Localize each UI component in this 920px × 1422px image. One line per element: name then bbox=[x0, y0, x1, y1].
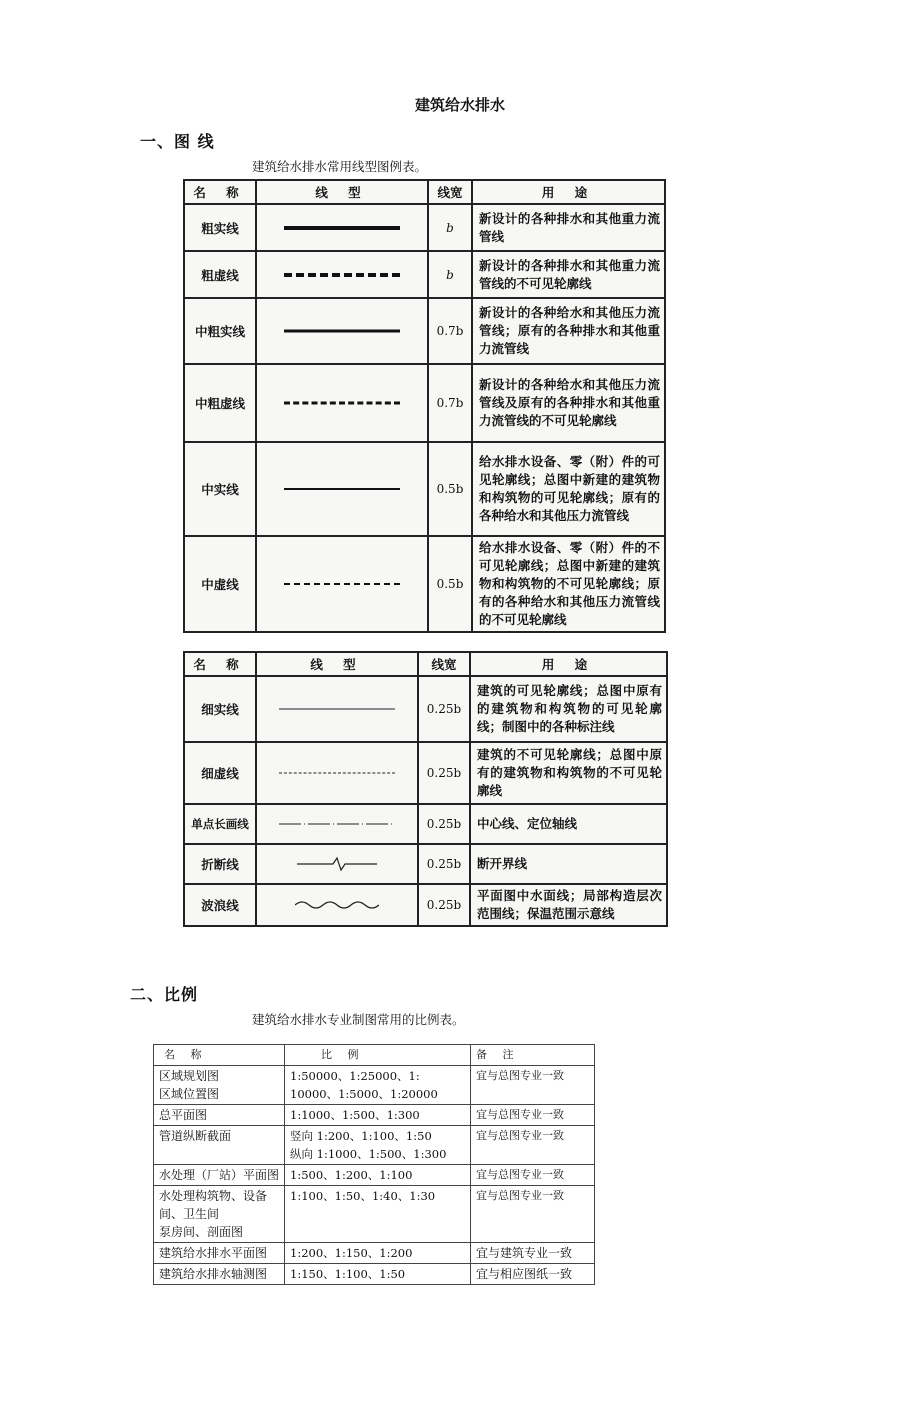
scale-note: 宜与建筑专业一致 bbox=[471, 1243, 595, 1264]
header-style: 线 型 bbox=[256, 180, 428, 204]
medium-solid-line bbox=[284, 488, 400, 490]
line-width: 0.25b bbox=[418, 844, 470, 884]
table-row bbox=[154, 1105, 595, 1126]
line-name: 细虚线 bbox=[184, 742, 256, 804]
line-sample bbox=[256, 298, 428, 364]
table-row bbox=[184, 884, 667, 926]
scale-value: 1:200、1:150、1:200 bbox=[285, 1243, 471, 1264]
table-row bbox=[184, 364, 665, 442]
line-name: 单点长画线 bbox=[184, 804, 256, 844]
break-line-graphic bbox=[297, 856, 377, 872]
table-header-row bbox=[154, 1045, 595, 1066]
scale-value bbox=[285, 1126, 471, 1165]
line-width: 0.25b bbox=[418, 884, 470, 926]
thick-solid-line bbox=[284, 226, 400, 230]
table-row bbox=[184, 804, 667, 844]
scale-value: 1:1000、1:500、1:300 bbox=[285, 1105, 471, 1126]
scale-name: 建筑给水排水平面图 bbox=[154, 1243, 285, 1264]
scale-name bbox=[154, 1186, 285, 1243]
header-scale: 比 例 bbox=[285, 1045, 471, 1066]
header-use: 用 途 bbox=[472, 180, 665, 204]
header-note: 备 注 bbox=[471, 1045, 595, 1066]
medium-thick-solid-line bbox=[284, 330, 400, 333]
chain-line-graphic bbox=[279, 816, 395, 832]
scale-name-line2: 泵房间、剖面图 bbox=[159, 1225, 244, 1239]
wave-line-graphic bbox=[295, 897, 379, 913]
line-use: 给水排水设备、零（附）件的不可见轮廓线；总图中新建的建筑物和构筑物的不可见轮廓线；原有的各种给水和其他压力流管线的不可见轮廓线 bbox=[472, 536, 665, 632]
section-heading-scale: 二、比例 bbox=[130, 985, 199, 1004]
table-row bbox=[154, 1165, 595, 1186]
table-row bbox=[154, 1264, 595, 1285]
line-name: 粗虚线 bbox=[184, 251, 256, 298]
header-name: 名 称 bbox=[154, 1045, 285, 1066]
line-width: b bbox=[428, 204, 472, 251]
scale-note: 宜与总图专业一致 bbox=[471, 1066, 595, 1105]
scale-name-line1: 水处理构筑物、设备间、卫生间 bbox=[159, 1189, 268, 1221]
thin-solid-line bbox=[279, 709, 395, 710]
scale-name: 总平面图 bbox=[154, 1105, 285, 1126]
scale-name: 管道纵断截面 bbox=[154, 1126, 285, 1165]
line-use: 建筑的不可见轮廓线；总图中原有的建筑物和构筑物的不可见轮廓线 bbox=[470, 742, 667, 804]
scale-value: 1:100、1:50、1:40、1:30 bbox=[285, 1186, 471, 1243]
line-sample bbox=[256, 742, 418, 804]
scale-value-line1: 竖向 1:200、1:100、1:50 bbox=[290, 1129, 432, 1143]
line-sample bbox=[256, 204, 428, 251]
line-width: 0.25b bbox=[418, 742, 470, 804]
scale-note: 宜与总图专业一致 bbox=[471, 1126, 595, 1165]
scale-name: 水处理（厂站）平面图 bbox=[154, 1165, 285, 1186]
scale-note: 宜与总图专业一致 bbox=[471, 1186, 595, 1243]
header-name: 名 称 bbox=[184, 180, 256, 204]
header-use: 用 途 bbox=[470, 652, 667, 676]
line-sample bbox=[256, 536, 428, 632]
line-sample bbox=[256, 884, 418, 926]
medium-dashed-line bbox=[284, 583, 400, 585]
line-sample bbox=[256, 364, 428, 442]
line-use: 新设计的各种排水和其他重力流管线的不可见轮廓线 bbox=[472, 251, 665, 298]
line-sample bbox=[256, 844, 418, 884]
scale-name: 建筑给水排水轴测图 bbox=[154, 1264, 285, 1285]
line-name: 中实线 bbox=[184, 442, 256, 536]
line-width: 0.5b bbox=[428, 536, 472, 632]
line-use: 新设计的各种给水和其他压力流管线；原有的各种排水和其他重力流管线 bbox=[472, 298, 665, 364]
table-row bbox=[154, 1186, 595, 1243]
table-header-row bbox=[184, 180, 665, 204]
line-name: 波浪线 bbox=[184, 884, 256, 926]
table-row bbox=[184, 251, 665, 298]
scale-value-line2: 纵向 1:1000、1:500、1:300 bbox=[290, 1147, 447, 1161]
scale-note: 宜与总图专业一致 bbox=[471, 1105, 595, 1126]
document-title: 建筑给水排水 bbox=[414, 96, 505, 114]
table-row bbox=[184, 676, 667, 742]
table-header-row bbox=[184, 652, 667, 676]
header-width: 线宽 bbox=[418, 652, 470, 676]
scale-value: 1:500、1:200、1:100 bbox=[285, 1165, 471, 1186]
table-row bbox=[184, 442, 665, 536]
line-width: 0.5b bbox=[428, 442, 472, 536]
table-row bbox=[184, 742, 667, 804]
line-name: 粗实线 bbox=[184, 204, 256, 251]
scale-note: 宜与相应图纸一致 bbox=[471, 1264, 595, 1285]
line-sample bbox=[256, 442, 428, 536]
line-types-table-2 bbox=[183, 651, 668, 927]
scale-value: 1:150、1:100、1:50 bbox=[285, 1264, 471, 1285]
line-sample bbox=[256, 251, 428, 298]
medium-thick-dashed-line bbox=[284, 402, 400, 405]
scale-table bbox=[153, 1044, 595, 1285]
line-width: 0.25b bbox=[418, 804, 470, 844]
lines-table-caption: 建筑给水排水常用线型图例表。 bbox=[252, 159, 428, 174]
table-row bbox=[154, 1126, 595, 1165]
table-row bbox=[184, 204, 665, 251]
line-sample bbox=[256, 804, 418, 844]
header-style: 线 型 bbox=[256, 652, 418, 676]
line-use: 新设计的各种给水和其他压力流管线及原有的各种排水和其他重力流管线的不可见轮廓线 bbox=[472, 364, 665, 442]
scale-name-line2: 区域位置图 bbox=[159, 1087, 220, 1101]
line-use: 新设计的各种排水和其他重力流管线 bbox=[472, 204, 665, 251]
table-row bbox=[184, 298, 665, 364]
scale-value-line2: 10000、1:5000、1:20000 bbox=[290, 1087, 438, 1101]
line-width: 0.7b bbox=[428, 364, 472, 442]
table-row bbox=[184, 536, 665, 632]
scale-note: 宜与总图专业一致 bbox=[471, 1165, 595, 1186]
scale-table-caption: 建筑给水排水专业制图常用的比例表。 bbox=[252, 1012, 465, 1027]
line-use: 断开界线 bbox=[470, 844, 667, 884]
scale-name-line1: 区域规划图 bbox=[159, 1069, 220, 1083]
line-name: 折断线 bbox=[184, 844, 256, 884]
line-sample bbox=[256, 676, 418, 742]
line-name: 中粗虚线 bbox=[184, 364, 256, 442]
line-name: 中虚线 bbox=[184, 536, 256, 632]
table-row bbox=[154, 1243, 595, 1264]
line-name: 中粗实线 bbox=[184, 298, 256, 364]
scale-name bbox=[154, 1066, 285, 1105]
thick-dashed-line bbox=[284, 273, 400, 277]
scale-value bbox=[285, 1066, 471, 1105]
section-heading-lines: 一、图 线 bbox=[140, 132, 215, 151]
scale-value-line1: 1:50000、1:25000、1: bbox=[290, 1069, 420, 1083]
line-use: 给水排水设备、零（附）件的可见轮廓线；总图中新建的建筑物和构筑物的可见轮廓线；原有的各种给水和其他压力流管线 bbox=[472, 442, 665, 536]
table-row bbox=[154, 1066, 595, 1105]
line-types-table-1 bbox=[183, 179, 666, 633]
line-use: 建筑的可见轮廓线；总图中原有的建筑物和构筑物的可见轮廓线；制图中的各种标注线 bbox=[470, 676, 667, 742]
line-width: b bbox=[428, 251, 472, 298]
line-width: 0.25b bbox=[418, 676, 470, 742]
thin-dashed-line bbox=[279, 773, 395, 774]
header-name: 名 称 bbox=[184, 652, 256, 676]
line-use: 平面图中水面线；局部构造层次范围线；保温范围示意线 bbox=[470, 884, 667, 926]
line-use: 中心线、定位轴线 bbox=[470, 804, 667, 844]
header-width: 线宽 bbox=[428, 180, 472, 204]
table-row bbox=[184, 844, 667, 884]
line-width: 0.7b bbox=[428, 298, 472, 364]
line-name: 细实线 bbox=[184, 676, 256, 742]
